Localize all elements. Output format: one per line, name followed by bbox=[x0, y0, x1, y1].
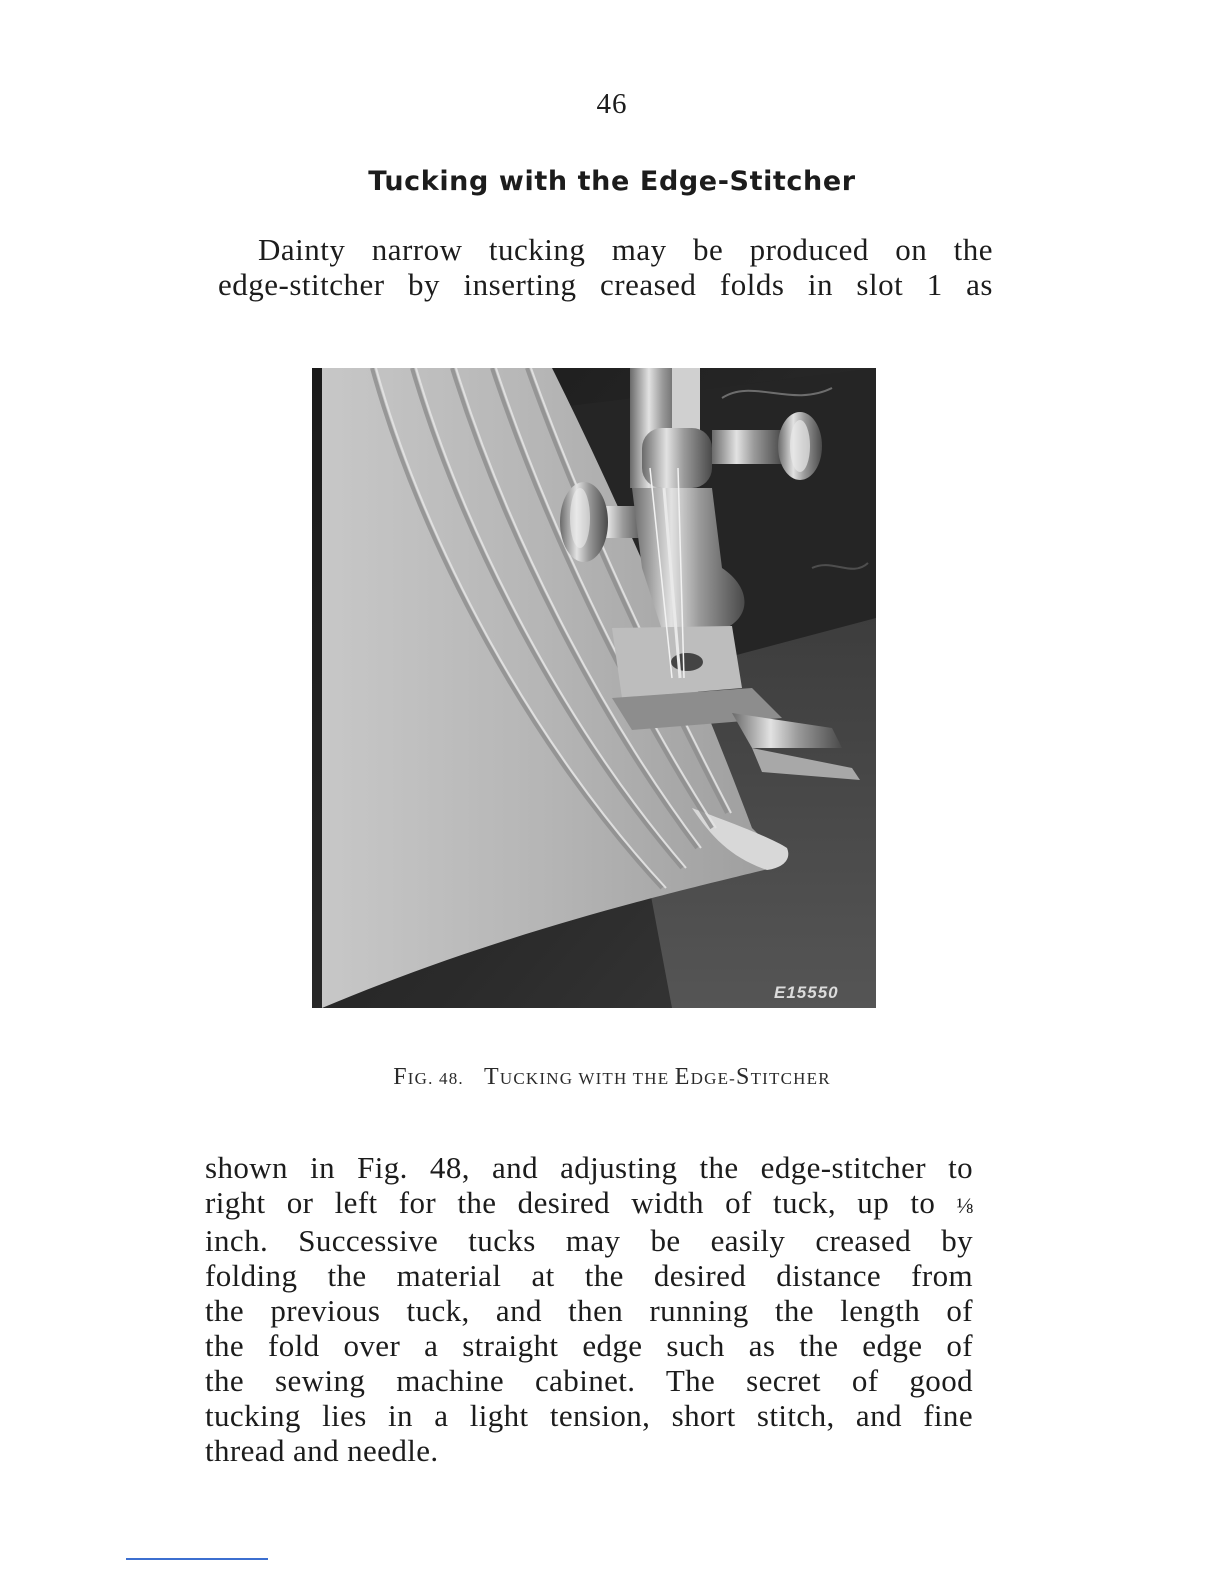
body-line-6: the fold over a straight edge such as the edge of bbox=[205, 1328, 973, 1363]
body-paragraph bbox=[205, 1150, 973, 1468]
body-line-4: folding the material at the desired distance from bbox=[205, 1258, 973, 1293]
body-line-1: shown in Fig. 48, and adjusting the edge-stitcher to bbox=[205, 1150, 973, 1185]
body-line-8: tucking lies in a light tension, short stitch, and fine bbox=[205, 1398, 973, 1433]
body-line-9: thread and needle. bbox=[205, 1433, 439, 1468]
caption-initial-1: T bbox=[484, 1064, 500, 1090]
page-number: 46 bbox=[596, 88, 628, 120]
figure-48-photo bbox=[312, 368, 876, 1008]
body-line-2 bbox=[205, 1185, 973, 1223]
caption-rest-3: TITCHER bbox=[750, 1069, 831, 1088]
intro-paragraph bbox=[218, 232, 993, 302]
body-line-7: the sewing machine cabinet. The secret of good bbox=[205, 1363, 973, 1398]
footer-rule bbox=[126, 1558, 268, 1560]
body-line-5: the previous tuck, and then running the length of bbox=[205, 1293, 973, 1328]
fraction-one-eighth: ⅛ bbox=[956, 1193, 974, 1218]
body-line-3: inch. Successive tucks may be easily creased by bbox=[205, 1223, 973, 1258]
caption-initial-2: E bbox=[674, 1064, 691, 1090]
figure-caption bbox=[0, 1064, 1224, 1091]
intro-line-2: edge-stitcher by inserting creased folds in slot 1 as bbox=[218, 267, 993, 302]
caption-rest-2: DGE- bbox=[690, 1069, 737, 1088]
body-line-2-text: right or left for the desired width of tuck, up to bbox=[205, 1185, 936, 1220]
intro-line-1: Dainty narrow tucking may be produced on the bbox=[258, 232, 993, 267]
caption-rest-1: UCKING WITH THE bbox=[499, 1069, 675, 1088]
sewing-machine-illustration bbox=[312, 368, 876, 1008]
caption-fig-initial: F bbox=[393, 1064, 408, 1090]
caption-fig-rest: IG. 48. bbox=[407, 1069, 464, 1088]
caption-initial-3: S bbox=[736, 1064, 751, 1090]
section-title: Tucking with the Edge-Stitcher bbox=[368, 166, 856, 197]
plate-number: E15550 bbox=[774, 983, 839, 1002]
